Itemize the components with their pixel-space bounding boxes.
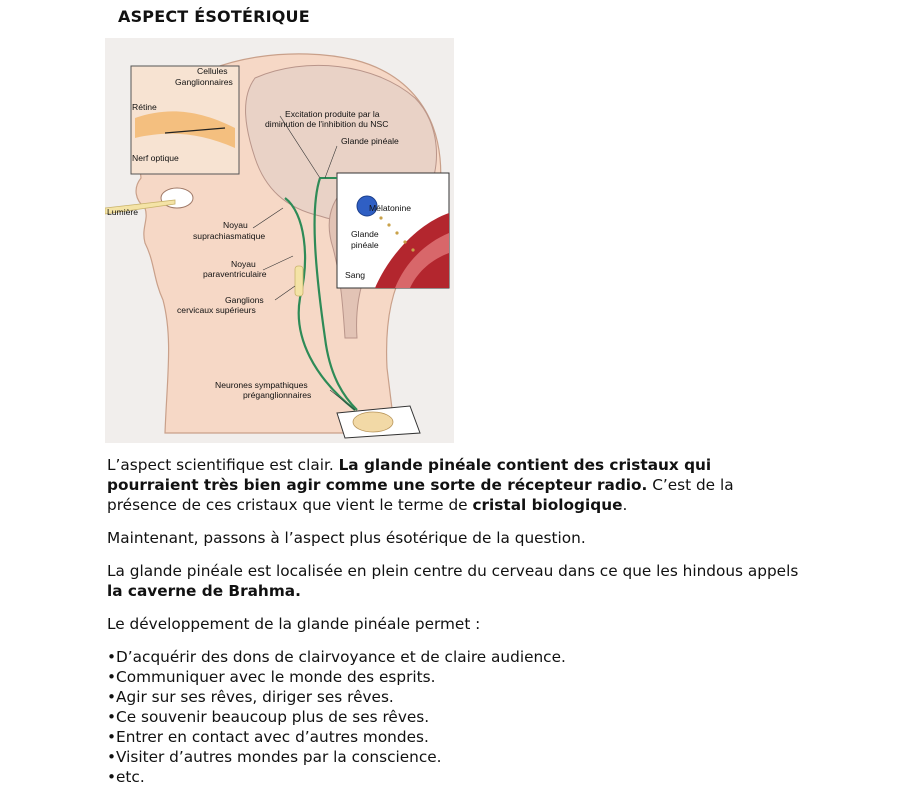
list-item: •Communiquer avec le monde des esprits. — [107, 668, 436, 686]
label-glande-pineale: Glande pinéale — [341, 136, 399, 146]
spinal-slice — [353, 412, 393, 432]
label-ganglions-1: Ganglions — [225, 295, 264, 305]
label-melatonine: Mélatonine — [369, 203, 412, 213]
label-excitation-1: Excitation produite par la — [285, 109, 380, 119]
paragraph-text: C’est de la présence de ces cristaux que vient le terme de — [107, 476, 734, 514]
melatonin-dot — [411, 248, 414, 251]
bold-text: la caverne de Brahma. — [107, 582, 301, 600]
label-retine: Rétine — [132, 102, 157, 112]
melatonin-dot — [379, 216, 382, 219]
label-cellules: Cellules — [197, 66, 228, 76]
label-ganglions-2: cervicaux supérieurs — [177, 305, 256, 315]
list-item: •Ce souvenir beaucoup plus de ses rêves. — [107, 708, 430, 726]
pineal-gland-diagram — [105, 38, 454, 443]
list-item: •D’acquérir des dons de clairvoyance et de claire audience. — [107, 648, 566, 666]
label-excitation-2: diminution de l'inhibition du NSC — [265, 119, 389, 129]
label-nerf-optique: Nerf optique — [132, 153, 179, 163]
label-lumiere: Lumière — [107, 207, 139, 217]
melatonin-dot — [387, 223, 390, 226]
melatonin-dot — [403, 240, 406, 243]
paragraph-development: Le développement de la glande pinéale permet : — [107, 615, 481, 633]
list-item: •Visiter d’autres mondes par la conscience. — [107, 748, 442, 766]
body-text — [107, 455, 807, 787]
label-ganglionnaires: Ganglionnaires — [175, 77, 233, 87]
paragraph-scientific — [107, 455, 807, 515]
bold-text: La glande pinéale contient des cristaux qui pourraient très bien agir comme une sorte de récepteur radio. — [107, 456, 712, 494]
paragraph-esoteric-intro: Maintenant, passons à l’aspect plus ésotérique de la question. — [107, 529, 586, 547]
melatonin-dot — [395, 231, 398, 234]
label-neurones-1: Neurones sympathiques — [215, 380, 308, 390]
bold-text: cristal biologique — [472, 496, 623, 514]
paragraph-text: L’aspect scientifique est clair. — [107, 456, 339, 474]
ganglion — [295, 266, 303, 296]
paragraph-text: La glande pinéale est localisée en plein centre du cerveau dans ce que les hindous appels — [107, 562, 799, 580]
label-noyau-supra-1: Noyau — [223, 220, 248, 230]
diagram-svg — [105, 38, 454, 443]
label-sang: Sang — [345, 270, 366, 280]
section-heading: ASPECT ÉSOTÉRIQUE — [118, 7, 310, 26]
label-noyau-para-2: paraventriculaire — [203, 269, 267, 279]
benefits-list — [107, 647, 807, 787]
label-glande-inset-1: Glande — [351, 229, 379, 239]
label-noyau-para-1: Noyau — [231, 259, 256, 269]
paragraph-location — [107, 561, 807, 601]
list-item: •Entrer en contact avec d’autres mondes. — [107, 728, 429, 746]
paragraph-text: . — [622, 496, 628, 514]
label-neurones-2: préganglionnaires — [243, 390, 312, 400]
list-item: •Agir sur ses rêves, diriger ses rêves. — [107, 688, 394, 706]
label-glande-inset-2: pinéale — [351, 240, 379, 250]
list-item: •etc. — [107, 768, 145, 786]
label-noyau-supra-2: suprachiasmatique — [193, 231, 266, 241]
